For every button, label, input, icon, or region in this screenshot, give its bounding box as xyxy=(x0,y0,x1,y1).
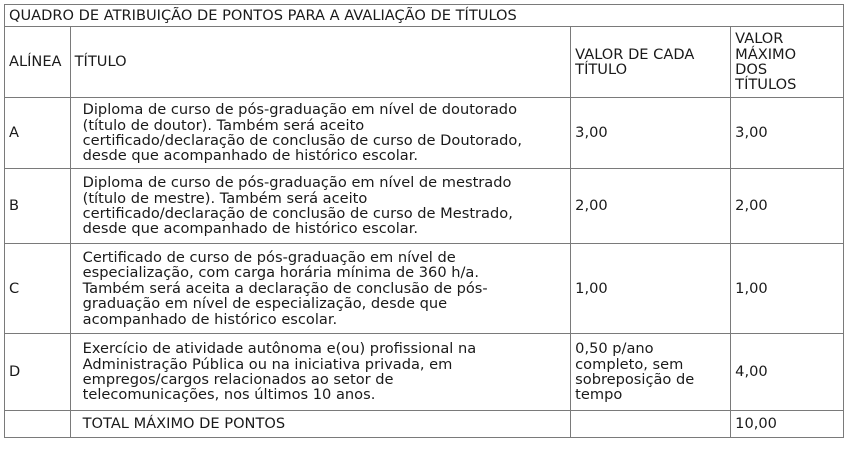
row-titulo-line: (título de mestre). Também será aceito xyxy=(82,189,368,207)
table-row xyxy=(5,169,844,244)
header-valor-cada-line: TÍTULO xyxy=(575,61,628,78)
row-valor-cada-line: completo, sem xyxy=(575,355,684,373)
row-titulo-line: especialização, com carga horária mínima de 360 h/a. xyxy=(82,264,479,282)
header-valor-maximo-line: VALOR xyxy=(735,30,784,48)
row-titulo xyxy=(70,334,571,411)
row-alinea: C xyxy=(5,244,71,334)
header-valor-cada xyxy=(571,27,731,98)
header-row xyxy=(5,27,844,98)
table-row xyxy=(5,334,844,411)
row-titulo-line: Diploma de curso de pós-graduação em nível de doutorado xyxy=(82,101,517,119)
row-valor-cada-line: sobreposição de xyxy=(575,371,695,388)
row-valor-cada-line: tempo xyxy=(575,386,623,404)
row-alinea: A xyxy=(5,98,71,169)
row-titulo-line: certificado/declaração de conclusão de curso de Mestrado, xyxy=(82,205,513,222)
row-valor-cada-line: 3,00 xyxy=(575,124,608,142)
header-valor-maximo-line: MÁXIMO xyxy=(735,45,797,63)
row-titulo-line: Certificado de curso de pós-graduação em nível de xyxy=(82,248,456,266)
row-titulo-line: desde que acompanhado de histórico escolar. xyxy=(82,220,419,238)
header-valor-maximo-line: TÍTULOS xyxy=(735,76,797,94)
row-valor-maximo: 3,00 xyxy=(731,98,844,169)
row-valor-cada xyxy=(571,244,731,334)
header-alinea: ALÍNEA xyxy=(5,27,71,98)
row-titulo-line: empregos/cargos relacionados ao setor de xyxy=(82,371,394,388)
header-valor-maximo xyxy=(731,27,844,98)
total-empty-cell xyxy=(5,411,71,438)
total-empty-cell xyxy=(571,411,731,438)
table-title-row xyxy=(5,5,844,27)
row-titulo-line: certificado/declaração de conclusão de curso de Doutorado, xyxy=(82,132,522,149)
row-valor-cada xyxy=(571,98,731,169)
table-title: QUADRO DE ATRIBUIÇÃO DE PONTOS PARA A AVALIAÇÃO DE TÍTULOS xyxy=(5,5,844,27)
row-titulo-line: Administração Pública ou na iniciativa privada, em xyxy=(82,355,453,373)
row-valor-maximo: 4,00 xyxy=(731,334,844,411)
row-titulo-line: (título de doutor). Também será aceito xyxy=(82,116,365,134)
total-label: TOTAL MÁXIMO DE PONTOS xyxy=(70,411,571,438)
row-titulo-line: Diploma de curso de pós-graduação em nível de mestrado xyxy=(82,174,512,192)
row-titulo-line: telecomunicações, nos últimos 10 anos. xyxy=(82,386,376,404)
points-table xyxy=(4,4,844,438)
table-row xyxy=(5,98,844,169)
row-valor-cada xyxy=(571,169,731,244)
total-row xyxy=(5,411,844,438)
row-valor-cada-line: 1,00 xyxy=(575,279,608,297)
row-titulo xyxy=(70,98,571,169)
row-valor-cada-line: 0,50 p/ano xyxy=(575,340,654,358)
row-titulo-line: Exercício de atividade autônoma e(ou) profissional na xyxy=(82,340,477,358)
header-titulo: TÍTULO xyxy=(70,27,571,98)
row-valor-maximo: 1,00 xyxy=(731,244,844,334)
header-valor-cada-line: VALOR DE CADA xyxy=(575,45,695,63)
total-value: 10,00 xyxy=(731,411,844,438)
header-valor-maximo-line: DOS xyxy=(735,61,768,78)
row-titulo-line: desde que acompanhado de histórico escolar. xyxy=(82,147,419,165)
row-valor-maximo: 2,00 xyxy=(731,169,844,244)
row-titulo xyxy=(70,244,571,334)
row-titulo-line: graduação em nível de especialização, desde que xyxy=(82,295,448,313)
row-titulo xyxy=(70,169,571,244)
row-titulo-line: acompanhado de histórico escolar. xyxy=(82,310,338,328)
row-valor-cada-line: 2,00 xyxy=(575,197,608,215)
table-row xyxy=(5,244,844,334)
row-alinea: B xyxy=(5,169,71,244)
row-titulo-line: Também será aceita a declaração de conclusão de pós- xyxy=(82,279,488,297)
row-alinea: D xyxy=(5,334,71,411)
row-valor-cada xyxy=(571,334,731,411)
